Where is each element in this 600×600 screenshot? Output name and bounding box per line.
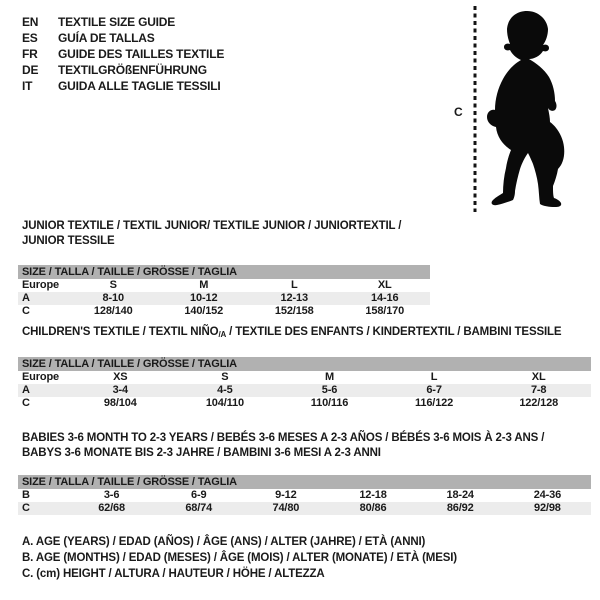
table-cell: 80/86 [329,502,416,515]
height-measure-dashed-line [472,6,478,217]
language-title: TEXTILGRÖßENFÜHRUNG [58,63,207,77]
row-label-cell: C [22,304,30,317]
language-title: TEXTILE SIZE GUIDE [58,15,176,29]
language-row [22,62,224,78]
table-cell: 18-24 [446,488,474,501]
table-cell: L [290,278,298,291]
legend-line-b: B. AGE (MONTHS) / EDAD (MESES) / ÂGE (MOIS) / ALTER (MONATE) / ETÀ (MESI) [22,552,457,564]
language-code: ES [22,31,38,45]
section-title [22,219,430,249]
language-row [22,78,224,94]
table-row [18,384,591,397]
language-code: DE [22,63,39,77]
size-table [18,265,430,318]
table-cell: L [430,370,438,383]
size-header-cell: SIZE / TALLA / TAILLE / GRÖSSE / TAGLIA [18,357,591,371]
junior-textile-section [18,209,430,318]
table-row [18,489,591,502]
table-cell: 86/92 [417,502,504,515]
language-code: FR [22,47,38,61]
language-title: GUIDE DES TAILLES TEXTILE [58,47,225,61]
section-title-line: JUNIOR TEXTILE / TEXTIL JUNIOR/ TEXTILE JUNIOR / JUNIORTEXTIL / JUNIOR TESSILE [22,219,402,247]
height-measure-label: C [454,105,463,119]
section-title-line: BABYS 3-6 MONATE BIS 2-3 JAHRE / BAMBINI 3-6 MESI A 2-3 ANNI [22,446,381,459]
size-table [18,357,591,410]
section-title [22,325,591,342]
legend-line-a: A. AGE (YEARS) / EDAD (AÑOS) / ÂGE (ANS) / ALTER (JAHRE) / ETÀ (ANNI) [22,536,426,548]
size-header-cell: SIZE / TALLA / TAILLE / GRÖSSE / TAGLIA [18,475,591,489]
table-cell: 152/158 [274,304,314,317]
table-cell: 6-7 [382,384,487,397]
table-cell: 5-6 [277,384,382,397]
section-title [22,431,591,461]
table-row [18,502,591,515]
language-code: EN [22,15,39,29]
language-code: IT [22,79,33,93]
row-label-cell: C [18,502,68,515]
size-table [18,475,591,515]
table-cell: M [199,278,209,291]
childrens-textile-section [18,315,591,410]
language-row [22,30,224,46]
table-cell: 7-8 [486,384,591,397]
row-label-cell: C [22,396,30,409]
section-title-line: BABIES 3-6 MONTH TO 2-3 YEARS / BEBÉS 3-6 MESES A 2-3 AÑOS / BÉBÉS 3-6 MOIS À 2-3 ANS / [22,431,545,444]
table-cell: 68/74 [155,502,242,515]
row-label-cell: B [22,488,30,501]
table-cell: 8-10 [68,292,159,305]
table-cell: 24-36 [533,488,562,501]
language-row [22,14,224,30]
table-cell: 3-6 [103,488,120,501]
table-cell: 104/110 [205,396,244,409]
table-cell: 74/80 [242,502,329,515]
toddler-silhouette-icon [483,9,573,214]
table-cell: 92/98 [504,502,591,515]
row-label-cell: A [18,292,68,305]
table-row [18,279,430,292]
language-title: GUIDA ALLE TAGLIE TESSILI [58,79,221,93]
measurement-legend [22,534,457,582]
table-cell: 3-4 [68,384,173,397]
table-cell: 128/140 [93,304,133,317]
table-cell: 62/68 [68,502,155,515]
table-row [18,371,591,384]
table-cell: S [221,370,229,383]
table-cell: S [109,278,117,291]
table-cell: 140/152 [184,304,224,317]
table-cell: 122/128 [519,396,559,409]
table-cell: XS [113,370,128,383]
table-cell: 158/170 [365,304,405,317]
table-cell: 110/116 [310,396,349,409]
table-row [18,397,591,410]
table-cell: 12-18 [359,488,387,501]
table-cell: 98/104 [103,396,137,409]
babies-textile-section [18,421,591,515]
table-cell: M [324,370,334,383]
size-header-cell: SIZE / TALLA / TAILLE / GRÖSSE / TAGLIA [18,265,430,279]
table-cell: 4-5 [173,384,278,397]
row-label-cell: Europe [22,370,59,383]
row-label-cell: Europe [22,278,59,291]
language-title-list [22,14,224,94]
section-title-line: CHILDREN'S TEXTILE / TEXTIL $NIÑO_{/A}$ / TEXTILE DES ENFANTS / KINDERTEXTIL / BAMBINI TESSILE [22,325,562,339]
language-title: GUÍA DE TALLAS [58,31,155,45]
table-cell: 10-12 [159,292,250,305]
table-cell: XL [531,370,546,383]
legend-line-c: C. (cm) HEIGHT / ALTURA / HAUTEUR / HÖHE / ALTEZZA [22,568,325,580]
table-cell: 12-13 [249,292,340,305]
table-cell: 9-12 [275,488,297,501]
table-cell: 14-16 [340,292,431,305]
table-cell: XL [377,278,392,291]
row-label-cell: A [18,384,68,397]
table-cell: 6-9 [191,488,207,501]
table-cell: 116/122 [415,396,454,409]
language-row [22,46,224,62]
table-row [18,292,430,305]
dashed-line-icon [472,6,478,212]
